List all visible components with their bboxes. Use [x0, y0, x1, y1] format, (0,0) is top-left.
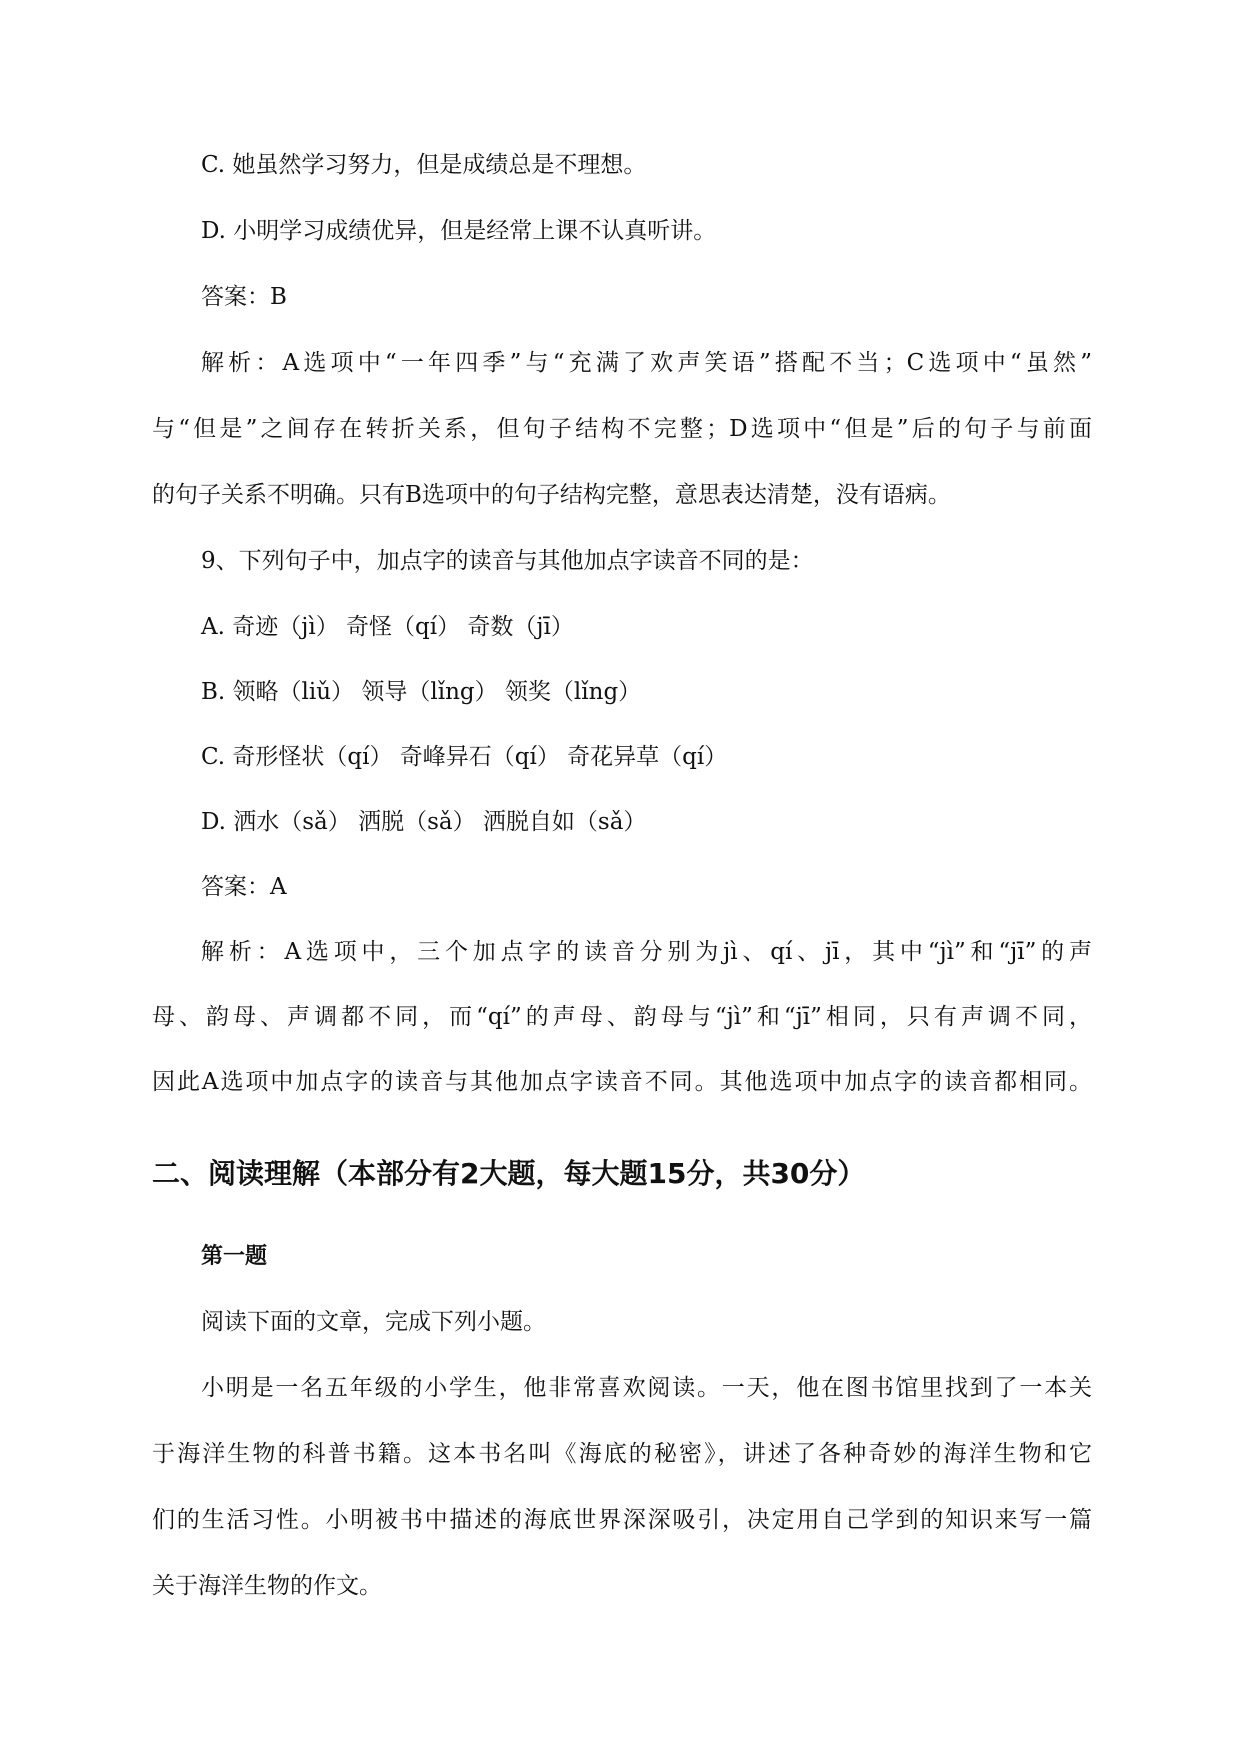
q8-analysis-line: 的句子关系不明确。只有B选项中的句子结构完整，意思表达清楚，没有语病。	[152, 482, 951, 508]
q9-answer: 答案：A	[201, 874, 287, 900]
reading-instruction: 阅读下面的文章，完成下列小题。	[201, 1309, 546, 1335]
section-heading: 二、阅读理解（本部分有2大题，每大题15分，共30分）	[152, 1157, 866, 1190]
q9-analysis-line: 因此A选项中加点字的读音与其他加点字读音不同。其他选项中加点字的读音都相同。	[152, 1069, 1092, 1095]
q8-option-c: C. 她虽然学习努力，但是成绩总是不理想。	[201, 152, 647, 178]
q9-option-a: A. 奇迹（jì） 奇怪（qí） 奇数（jī）	[201, 614, 574, 640]
q9-option-b: B. 领略（liǔ） 领导（lǐng） 领奖（lǐng）	[201, 679, 642, 705]
passage-line: 们的生活习性。小明被书中描述的海底世界深深吸引，决定用自己学到的知识来写一篇	[152, 1507, 1092, 1533]
subsection-title: 第一题	[201, 1244, 268, 1269]
q9-analysis-line: 母、韵母、声调都不同，而“qí”的声母、韵母与“jì”和“jī”相同，只有声调不同，	[152, 1004, 1092, 1030]
q9-question: 9、下列句子中，加点字的读音与其他加点字读音不同的是：	[201, 548, 814, 574]
q9-analysis-line: 解析：A选项中，三个加点字的读音分别为jì、qí、jī，其中“jì”和“jī”的声	[201, 939, 1092, 965]
passage-line: 关于海洋生物的作文。	[152, 1573, 382, 1599]
q8-option-d: D. 小明学习成绩优异，但是经常上课不认真听讲。	[201, 218, 717, 244]
q9-option-d: D. 洒水（sǎ） 洒脱（sǎ） 洒脱自如（sǎ）	[201, 809, 647, 835]
passage-line: 小明是一名五年级的小学生，他非常喜欢阅读。一天，他在图书馆里找到了一本关	[201, 1375, 1092, 1401]
q8-analysis-line: 与“但是”之间存在转折关系，但句子结构不完整；D选项中“但是”后的句子与前面	[152, 416, 1092, 442]
q8-answer: 答案：B	[201, 284, 287, 310]
q9-option-c: C. 奇形怪状（qí） 奇峰异石（qí） 奇花异草（qí）	[201, 744, 728, 770]
q8-analysis-line: 解析：A选项中“一年四季”与“充满了欢声笑语”搭配不当；C选项中“虽然”	[201, 350, 1092, 376]
passage-line: 于海洋生物的科普书籍。这本书名叫《海底的秘密》，讲述了各种奇妙的海洋生物和它	[152, 1441, 1092, 1467]
